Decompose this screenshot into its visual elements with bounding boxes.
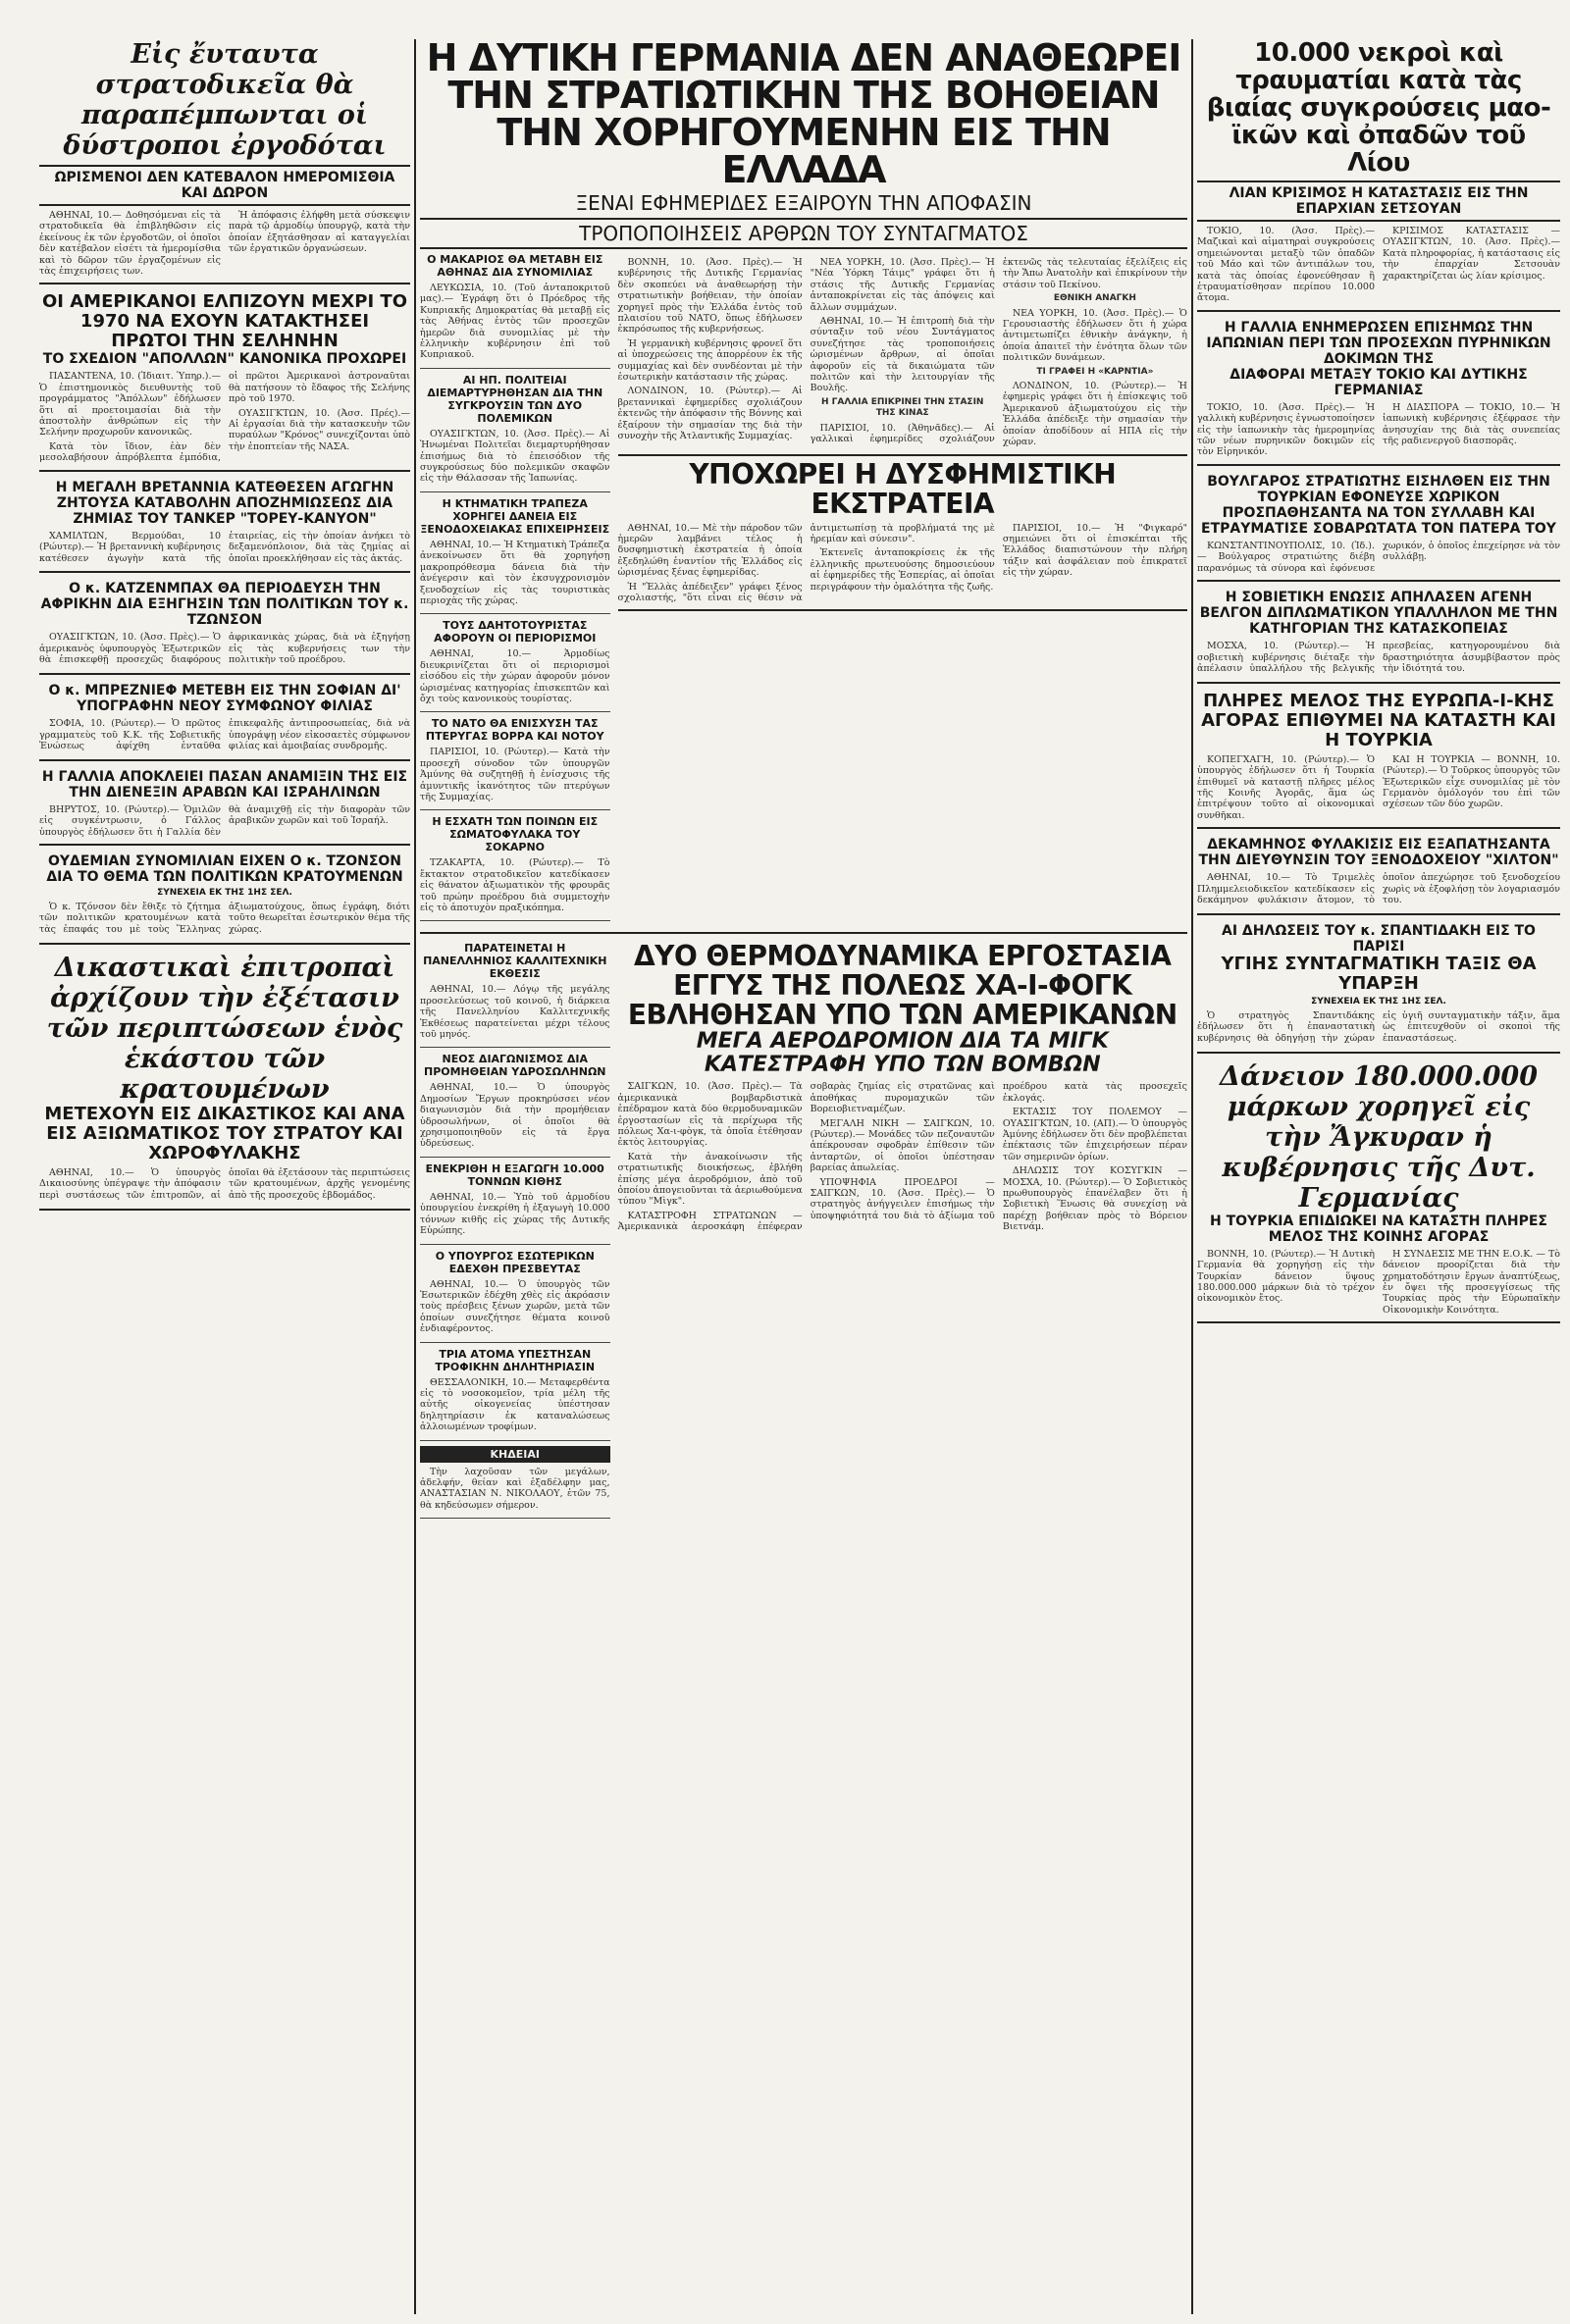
paragraph: ΑΘΗΝΑΙ, 10.— Λόγῳ τῆς μεγάλης προσελεύσεως τοῦ κοινοῦ, ἡ διάρκεια τῆς Πανελληνίου Καλλιτεχνικῆς Ἐκθέσεως παρατείνεται μέχρι τέλους τοῦ μηνός. (420, 984, 610, 1041)
story-detainees (39, 853, 410, 945)
story-bulgarian-soldier (1197, 474, 1560, 582)
article-body (420, 429, 610, 485)
paragraph: Η ΔΙΑΣΠΟΡΑ — ΤΟΚΙΟ, 10.— Ἡ ἰαπωνικὴ κυβέρνησις ἐξέφρασε τὴν ἀνησυχίαν της διὰ τὰς συνεπείας τῆς ραδιενεργοῦ διασπορᾶς. (1383, 401, 1560, 447)
paragraph: Κατὰ τὸν ἴδιον, ἐὰν δὲν μεσολαβήσουν ἀπρόβλεπτα ἐμπόδια, οἱ πρῶτοι Ἀμερικανοὶ ἀστροναῦται θὰ πατήσουν τὸ ἔδαφος τῆς Σελήνης πρὸ τοῦ 1970. (39, 371, 410, 464)
subheadline: ΛΙΑΝ ΚΡΙΣΙΜΟΣ Η ΚΑΤΑΣΤΑΣΙΣ ΕΙΣ ΤΗΝ ΕΠΑΡΧΙΑΝ ΣΕΤΣΟΥΑΝ (1197, 181, 1560, 222)
lower-side-column (420, 942, 610, 1524)
headline: Ο ΜΑΚΑΡΙΟΣ ΘΑ ΜΕΤΑΒΗ ΕΙΣ ΑΘΗΝΑΣ ΔΙΑ ΣΥΝΟΜΙΛΙΑΣ (427, 253, 603, 279)
notice-body (420, 1467, 610, 1512)
article-body (39, 902, 410, 937)
headline: Ο κ. ΜΠΡΕΖΝΙΕΦ ΜΕΤΕΒΗ ΕΙΣ ΤΗΝ ΣΟΦΙΑΝ ΔΙ' ΥΠΟΓΡΑΦΗΝ ΝΕΟΥ ΣΥΜΦΩΝΟΥ ΦΙΛΙΑΣ (48, 683, 401, 715)
story-makarios (420, 253, 610, 369)
paragraph: ΠΑΣΑΝΤΕΝΑ, 10. (Ἰδιαιτ. Ὑπηρ.).— Ὁ ἐπιστημονικὸς διευθυντὴς τοῦ προγράμματος "Ἀπόλλων" ἐδήλωσεν ὅτι αἱ προετοιμασίαι διὰ τὴν ἀποστολὴν ἀνθρώπων εἰς τὴν Σελήνην προχωροῦν κανονικῶς. (39, 371, 221, 439)
paragraph: ΛΟΝΔΙΝΟΝ, 10. (Ρώυτερ).— Ἡ ἐφημερὶς γράφει ὅτι ἡ ἐπίσκεψις τοῦ Ἀμερικανοῦ ἀξιωματούχου εἰς τὴν Ἑλλάδα ἀπέδειξε τὴν σημασίαν τὴν ὁποίαν ἀποδίδουν αἱ ΗΠΑ εἰς τὴν χώραν. (1002, 381, 1187, 448)
article-body (39, 531, 410, 566)
paragraph: ΤΟΚΙΟ, 10. (Ἀσσ. Πρὲς).— Ἡ γαλλικὴ κυβέρνησις ἐγνωστοποίησεν εἰς τὴν ἰαπωνικὴν τὰς ἡμερομηνίας τῶν νέων πυρηνικῶν δοκιμῶν εἰς τὸν Εἰρηνικόν. (1197, 401, 1375, 458)
headline: ΤΡΙΑ ΑΤΟΜΑ ΥΠΕΣΤΗΣΑΝ ΤΡΟΦΙΚΗΝ ΔΗΛΗΤΗΡΙΑΣΙΝ (435, 1347, 596, 1373)
paragraph: ΚΡΙΣΙΜΟΣ ΚΑΤΑΣΤΑΣΙΣ — ΟΥΑΣΙΓΚΤΩΝ, 10. (Ἀσσ. Πρὲς).— Κατὰ πληροφορίας, ἡ κατάστασις εἰς τὴν ἐπαρχίαν Σετσουὰν χαρακτηρίζεται ὡς λίαν κρίσιμος. (1383, 226, 1560, 282)
headline: ΚΗΔΕΙΑΙ (420, 1446, 610, 1463)
paragraph: ΘΕΣΣΑΛΟΝΙΚΗ, 10.— Μεταφερθέντα εἰς τὸ νοσοκομεῖον, τρία μέλη τῆς αὐτῆς οἰκογενείας ὑπέστησαν δηλητηρίασιν ἐκ καταναλώσεως ἀλλοιωμένων τροφίμων. (420, 1376, 610, 1433)
paragraph: ΤΟΚΙΟ, 10. (Ἀσσ. Πρὲς).— Μαζικαὶ καὶ αἱματηραὶ συγκρούσεις σημειώνονται μεταξὺ τῶν ὀπαδῶν τοῦ Μάο καὶ τῶν ἀντιπάλων του, κατὰ τὰς ὁποίας ἐφονεύθησαν ἢ ἐτραυματίσθησαν περίπου 10.000 ἄτομα. (1197, 226, 1375, 304)
center-column (420, 39, 1187, 2314)
paragraph: ΑΘΗΝΑΙ, 10.— Τὸ Τριμελὲς Πλημμελειοδικεῖον κατεδίκασεν εἰς δεκάμηνον φυλάκισιν ἄτομον, τὸ ὁποῖον ἀπεχώρησε τοῦ ξενοδοχείου χωρὶς νὰ ἐξοφλήσῃ τὸν λογαριασμόν του. (1197, 872, 1560, 906)
article-body (420, 540, 610, 606)
paragraph: ΚΑΤΑΣΤΡΟΦΗ ΣΤΡΑΤΩΝΩΝ — Ἀμερικανικὰ ἀεροσκάφη ἐπέφεραν σοβαρὰς ζημίας εἰς στρατῶνας καὶ ἀποθήκας πυρομαχικῶν τῶν Βορειοβιετναμέζων. (617, 1081, 995, 1233)
article-body (618, 1081, 1188, 1232)
paragraph: ΣΑΙΓΚΩΝ, 10. (Ἀσσ. Πρὲς).— Τὰ ἀμερικανικὰ βομβαρδιστικὰ ἐπέδραμον κατὰ δύο θερμοδυναμικῶν ἐργοστασίων εἰς τὰ περίχωρα τῆς πόλεως Χα-ι-φὸγκ, τὰ ὁποῖα ἐτέθησαν ἐκτὸς λειτουργίας. (617, 1081, 803, 1149)
section-head: ΤΙ ΓΡΑΦΕΙ Η «ΚΑΡΝΤΙΑ» (1036, 366, 1154, 377)
headline: Εἰς ἔυταυτα στρατοδικεῖα θὰ παραπέμπωνται οἱ δύστροποι ἐργοδόται (63, 39, 387, 161)
headline: Δικαστικαὶ ἐπιτροπαὶ ἀρχίζουν τὴν ἐξέτασιν τῶν περιπτώσεων ἑνὸς ἑκάστου τῶν κρατουμένων (46, 952, 403, 1105)
paragraph: ΑΘΗΝΑΙ, 10.— Ὑπὸ τοῦ ἁρμοδίου ὑπουργείου ἐνεκρίθη ἡ ἐξαγωγὴ 10.000 τόννων κιθῆς εἰς χώρας τῆς Δυτικῆς Εὐρώπης. (420, 1191, 610, 1237)
paragraph: Ὁ στρατηγὸς Σπαντιδάκης ἐδήλωσεν ὅτι ἡ ἐπαναστατικὴ κυβέρνησις θὰ ὁδηγήσῃ τὴν χώραν εἰς ὑγιῆ συνταγματικὴν τάξιν, ἅμα ὡς ἐπιτευχθοῦν οἱ σκοποὶ τῆς ἐπαναστάσεως. (1197, 1009, 1560, 1044)
left-column (39, 39, 410, 2314)
paragraph: Κατὰ τὴν ἀνακοίνωσιν τῆς στρατιωτικῆς διοικήσεως, ἐβλήθη ἐπίσης μέγα ἀεροδρόμιον, ἀπὸ τοῦ ὁποίου ἀπογειοῦνται τὰ ἀεριωθούμενα τύπου "Μὶγκ". (617, 1151, 803, 1208)
story-tanker (39, 480, 410, 574)
headline: Ο ΥΠΟΥΡΓΟΣ ΕΣΩΤΕΡΙΚΩΝ ΕΔΕΧΘΗ ΠΡΕΣΒΕΥΤΑΣ (435, 1249, 595, 1275)
paragraph: ΑΘΗΝΑΙ, 10.— Ὁ ὑπουργὸς Δικαιοσύνης ὑπέγραψε τὴν ἀπόφασιν περὶ συστάσεως τῶν ἐπιτροπῶν, αἱ ὁποῖαι θὰ ἐξετάσουν τὰς περιπτώσεις τῶν κρατουμένων, ἀρχῆς γενομένης ἀπὸ τῆς προσεχοῦς ἑβδομάδος. (39, 1166, 410, 1201)
paragraph: ΠΑΡΙΣΙΟΙ, 10. (Ἀθηνᾶδες).— Αἱ γαλλικαὶ ἐφημερίδες σχολιάζουν ἐκτενῶς τὰς τελευταίας ἐξελίξεις εἰς τὴν Ἄπω Ἀνατολὴν καὶ ἐπικρίνουν τὴν στάσιν τοῦ Πεκίνου. (810, 257, 1187, 445)
story-employers (39, 39, 410, 284)
story-export (420, 1162, 610, 1245)
story-water-pipes (420, 1053, 610, 1157)
side-stories-column (420, 253, 610, 926)
headline: Η ΕΣΧΑΤΗ ΤΩΝ ΠΟΙΝΩΝ ΕΙΣ ΣΩΜΑΤΟΦΥΛΑΚΑ ΤΟΥ ΣΟΚΑΡΝΟ (432, 815, 599, 854)
paragraph: ΜΟΣΧΑ, 10. (Ρώυτερ).— Ἡ σοβιετικὴ κυβέρνησις διέταξε τὴν ἀπέλασιν ὑπαλλήλου τῆς βελγικῆς πρεσβείας, κατηγορουμένου διὰ δραστηριότητα ἀσυμβίβαστον πρὸς τὴν ἰδιότητά του. (1197, 641, 1560, 674)
story-china-clashes (1197, 39, 1560, 312)
continuation-note: ΣΥΝΕΧΕΙΑ ΕΚ ΤΗΣ 1ΗΣ ΣΕΛ. (1311, 996, 1446, 1007)
funeral-notice (420, 1446, 610, 1520)
paragraph: ΛΕΥΚΩΣΙΑ, 10. (Τοῦ ἀνταποκριτοῦ μας).— Ἐγράφη ὅτι ὁ Πρόεδρος τῆς Κυπριακῆς Δημοκρατίας θὰ μεταβῇ εἰς τὰς Ἀθήνας ἐντὸς τῶν προσεχῶν ἡμερῶν διὰ συνομιλίας μὲ τὴν ἑλληνικὴν κυβέρνησιν ἐπὶ τοῦ Κυπριακοῦ. (420, 283, 610, 361)
paragraph: Ἡ γερμανικὴ κυβέρνησις φρονεῖ ὅτι αἱ ὑποχρεώσεις της ἀπορρέουν ἐκ τῆς συμμαχίας καὶ δὲν συνδέονται μὲ τὴν ἐσωτερικὴν κατάστασιν τῆς χώρας. (617, 337, 803, 384)
headline: ΔΕΚΑΜΗΝΟΣ ΦΥΛΑΚΙΣΙΣ ΕΙΣ ΕΞΑΠΑΤΗΣΑΝΤΑ ΤΗΝ ΔΙΕΥΘΥΝΣΙΝ ΤΟΥ ΞΕΝΟΔΟΧΕΙΟΥ "ΧΙΛΤΟΝ" (1198, 837, 1559, 869)
paragraph: ΝΕΑ ΥΟΡΚΗ, 10. (Ἀσσ. Πρὲς).— Ὁ Γερουσιαστὴς ἐδήλωσεν ὅτι ἡ χώρα ἀντιμετωπίζει ἐθνικὴν ἀνάγκην, ἡ ὁποία ἀπαιτεῖ τὴν ἑνότητα ὅλων τῶν πολιτικῶν δυνάμεων. (1002, 307, 1187, 364)
headline: Η ΣΟΒΙΕΤΙΚΗ ΕΝΩΣΙΣ ΑΠΗΛΑΣΕΝ ΑΓΕΝΗ ΒΕΛΓΟΝ ΔΙΠΛΩΜΑΤΙΚΟΝ ΥΠΑΛΛΗΛΟΝ ΜΕ ΤΗΝ ΚΑΤΗΓΟΡΙΑΝ ΤΗΣ ΚΑΤΑΣΚΟΠΕΙΑΣ (1199, 590, 1558, 638)
paragraph: ΣΟΦΙΑ, 10. (Ρώυτερ).— Ὁ πρῶτος γραμματεὺς τοῦ Κ.Κ. τῆς Σοβιετικῆς Ἑνώσεως ἀφίχθη ἐνταῦθα ἐπικεφαλῆς ἀντιπροσωπείας, διὰ νὰ ὑπογράψῃ νέον εἰκοσαετὲς σύμφωνον φιλίας καὶ ἀμοιβαίας συνδρομῆς. (39, 718, 410, 751)
story-food-poisoning (420, 1348, 610, 1441)
story-loan-ankara (1197, 1061, 1560, 1323)
headline: ΑΙ ΗΠ. ΠΟΛΙΤΕΙΑΙ ΔΙΕΜΑΡΤΥΡΗΘΗΣΑΝ ΔΙΑ ΤΗΝ ΣΥΓΚΡΟΥΣΙΝ ΤΩΝ ΔΥΟ ΠΟΛΕΜΙΚΩΝ (427, 373, 603, 425)
headline: ΟΥΔΕΜΙΑΝ ΣΥΝΟΜΙΛΙΑΝ ΕΙΧΕΝ Ο κ. ΤΖΟΝΣΟΝ ΔΙΑ ΤΟ ΘΕΜΑ ΤΩΝ ΠΟΛΙΤΙΚΩΝ ΚΡΑΤΟΥΜΕΝΩΝ (46, 853, 403, 886)
paragraph: ΚΑΙ Η ΤΟΥΡΚΙΑ — ΒΟΝΝΗ, 10. (Ρώυτερ).— Ὁ Τοῦρκος ὑπουργὸς τῶν Ἐξωτερικῶν εἶχε συνομιλίας μὲ τὸν Γερμανὸν ὁμόλογόν του ἐπὶ τῶν σχέσεων τῶν δύο χωρῶν. (1383, 753, 1560, 810)
headline: ΤΟΥΣ ΔΑΗΤΟΤΟΥΡΙΣΤΑΣ ΑΦΟΡΟΥΝ ΟΙ ΠΕΡΙΟΡΙΣΜΟΙ (434, 619, 597, 646)
lead-story-germany (420, 39, 1187, 934)
subheadline: ΜΕΓΑ ΑΕΡΟΔΡΟΜΙΟΝ ΔΙΑ ΤΑ ΜΙΓΚ ΚΑΤΕΣΤΡΑΦΗ ΥΠΟ ΤΩΝ ΒΟΜΒΩΝ (696, 1029, 1109, 1078)
story-bank-loans (420, 497, 610, 614)
story-defamation (618, 454, 1188, 612)
subheadline: Η ΤΟΥΡΚΙΑ ΕΠΙΔΙΩΚΕΙ ΝΑ ΚΑΤΑΣΤΗ ΠΛΗΡΕΣ ΜΕΛΟΣ ΤΗΣ ΚΟΙΝΗΣ ΑΓΟΡΑΣ (1210, 1213, 1547, 1245)
headline: Η ΜΕΓΑΛΗ ΒΡΕΤΑΝΝΙΑ ΚΑΤΕΘΕΣΕΝ ΑΓΩΓΗΝ ΖΗΤΟΥΣΑ ΚΑΤΑΒΟΛΗΝ ΑΠΟΖΗΜΙΩΣΕΩΣ ΔΙΑ ΖΗΜΙΑΣ ΤΟΥ ΤΑΝΚΕΡ "ΤΟΡΕΥ-ΚΑΝΥΟΝ" (55, 479, 394, 527)
article-body (420, 1279, 610, 1335)
paragraph: Ὁ κ. Τζόνσον δὲν ἔθιξε τὸ ζήτημα τῶν πολιτικῶν κρατουμένων κατὰ τὰς ἐπαφάς του μὲ τοὺς Ἕλληνας ἀξιωματούχους, ὅπως ἐγράφη, διότι τοῦτο θεωρεῖται ἐσωτερικὸν θέμα τῆς χώρας. (39, 902, 410, 935)
paragraph: Ἡ "Ἑλλὰς ἀπέδειξεν" γράφει ξένος σχολιαστής, "ὅτι εἶναι εἰς θέσιν νὰ ἀντιμετωπίσῃ τὰ προβλήματά της μὲ ἠρεμίαν καὶ σύνεσιν". (617, 522, 995, 603)
subheadline: ΜΕΤΕΧΟΥΝ ΕΙΣ ΔΙΚΑΣΤΙΚΟΣ ΚΑΙ ΑΝΑ ΕΙΣ ΑΞΙΩΜΑΤΙΚΟΣ ΤΟΥ ΣΤΡΑΤΟΥ ΚΑΙ ΧΩΡΟΦΥΛΑΚΗΣ (44, 1103, 405, 1163)
article-body (618, 257, 1188, 448)
story-france-mideast (39, 769, 410, 846)
article-body (420, 747, 610, 802)
subheadline: ΔΙΑΦΟΡΑΙ ΜΕΤΑΞΥ ΤΟΚΙΟ ΚΑΙ ΔΥΤΙΚΗΣ ΓΕΡΜΑΝΙΑΣ (1230, 366, 1528, 398)
article-body (1197, 402, 1560, 458)
paragraph: ΠΑΡΙΣΙΟΙ, 10.— Ἡ "Φιγκαρό" σημειώνει ὅτι οἱ ἐπισκέπται τῆς Ἑλλάδος διαπιστώνουν τὴν πλήρη τάξιν καὶ ἀσφάλειαν ποὺ ἐπικρατεῖ εἰς τὴν χώραν. (1002, 522, 1187, 579)
lead-body-column (618, 253, 1188, 926)
headline: Η ΓΑΛΛΙΑ ΑΠΟΚΛΕΙΕΙ ΠΑΣΑΝ ΑΝΑΜΙΞΙΝ ΤΗΣ ΕΙΣ ΤΗΝ ΔΙΕΝΕΞΙΝ ΑΡΑΒΩΝ ΚΑΙ ΙΣΡΑΗΛΙΝΩΝ (41, 768, 408, 800)
column-rule-right (1191, 39, 1193, 2314)
headline: ΥΠΟΧΩΡΕΙ Η ΔΥΣΦΗΜΙΣΤΙΚΗ ΕΚΣΤΡΑΤΕΙΑ (689, 457, 1117, 520)
paragraph: ΑΘΗΝΑΙ, 10.— Ἡ Κτηματικὴ Τράπεζα ἀνεκοίνωσεν ὅτι θὰ χορηγήσῃ μακροπρόθεσμα δάνεια διὰ τὴν ἀνέγερσιν καὶ τὸν ἐκσυγχρονισμὸν ξενοδοχείων εἰς τὰς τουριστικὰς περιοχὰς τῆς χώρας. (420, 539, 610, 606)
subheadline: ΤΟ ΣΧΕΔΙΟΝ "ΑΠΟΛΛΩΝ" ΚΑΝΟΝΙΚΑ ΠΡΟΧΩΡΕΙ (42, 351, 407, 368)
article-body (39, 632, 410, 667)
story-vietnam (618, 942, 1188, 1524)
paragraph: ΕΚΤΑΣΙΣ ΤΟΥ ΠΟΛΕΜΟΥ — ΟΥΑΣΙΓΚΤΩΝ, 10. (ΑΠ).— Ὁ ὑπουργὸς Ἀμύνης ἐδήλωσεν ὅτι δὲν προβλέπεται ἐπέκτασις τῶν ἐπιχειρήσεων πέραν τῶν σημερινῶν ὁρίων. (1002, 1107, 1187, 1162)
paragraph: ΟΥΑΣΙΓΚΤΩΝ, 10. (Ἀσσ. Πρές).— Αἱ ἐργασίαι διὰ τὴν κατασκευὴν τῶν πυραύλων "Κρόνος" συνεχίζονται ὑπὸ τὴν ἐποπτείαν τῆς ΝΑΣΑ. (229, 407, 410, 452)
paragraph: ΒΗΡΥΤΟΣ, 10. (Ρώυτερ).— Ὁμιλῶν εἰς συγκέντρωσιν, ὁ Γάλλος ὑπουργὸς ἐδήλωσεν ὅτι ἡ Γαλλία δὲν θὰ ἀναμιχθῇ εἰς τὴν διαφορὰν τῶν ἀραβικῶν χωρῶν καὶ τοῦ Ἰσραήλ. (39, 803, 410, 838)
paragraph: ΧΑΜΙΛΤΩΝ, Βερμούδαι, 10 (Ρώυτερ).— Ἡ βρεταννικὴ κυβέρνησις κατέθεσεν ἀγωγὴν κατὰ τῆς ἐταιρείας, εἰς τὴν ὁποίαν ἀνήκει τὸ δεξαμενόπλοιον, διὰ τὰς ζημίας αἱ ὁποῖαι προεκλήθησαν εἰς τὰς ἀκτάς. (39, 530, 410, 564)
lower-center-layout (420, 942, 1187, 1524)
paragraph: ΟΥΑΣΙΓΚΤΩΝ, 10. (Ἀσσ. Πρὲς).— Ὁ ἀμερικανὸς ὑφυπουργὸς Ἐξωτερικῶν θὰ ἐπισκεφθῇ προσεχῶς διαφόρους ἀφρικανικὰς χώρας, διὰ νὰ ἐξηγήσῃ εἰς τὰς κυβερνήσεις των τὴν πολιτικὴν τοῦ προέδρου. (39, 632, 410, 666)
paragraph: ΝΕΑ ΥΟΡΚΗ, 10. (Ἀσσ. Πρὲς).— Ἡ "Νέα Ὑόρκη Τάιμς" γράφει ὅτι ἡ στάσις τῆς Δυτικῆς Γερμανίας ἀνταποκρίνεται εἰς τὰς ἀπόψεις καὶ ἄλλων συμμάχων. (810, 257, 995, 313)
headline: ΠΛΗΡΕΣ ΜΕΛΟΣ ΤΗΣ ΕΥΡΩΠΑ-Ι-ΚΗΣ ΑΓΟΡΑΣ ΕΠΙΘΥΜΕΙ ΝΑ ΚΑΤΑΣΤΗ ΚΑΙ Η ΤΟΥΡΚΙΑ (1201, 690, 1556, 750)
paragraph: Τὴν λαχοῦσαν τῶν μεγάλων, ἀδελφήν, θείαν καὶ ἐξαδέλφην μας, ΑΝΑΣΤΑΣΙΑΝ Ν. ΝΙΚΟΛΑΟΥ, ἐτῶν 75, θὰ κηδεύσωμεν σήμερον. (420, 1466, 610, 1511)
article-body (618, 523, 1188, 604)
article-body (420, 283, 610, 361)
continuation-note: ΣΥΝΕΧΕΙΑ ΕΚ ΤΗΣ 1ΗΣ ΣΕΛ. (157, 888, 292, 899)
lead-subheadline: ΞΕΝΑΙ ΕΦΗΜΕΡΙΔΕΣ ΕΞΑΙΡΟΥΝ ΤΗΝ ΑΠΟΦΑΣΙΝ (575, 191, 1032, 215)
paragraph: ΤΖΑΚΑΡΤΑ, 10. (Ρώυτερ).— Τὸ ἔκτακτον στρατοδικεῖον κατεδίκασεν εἰς θάνατον ἀξιωματικὸν τῆς φρουρᾶς τοῦ πρώην προέδρου διὰ συμμετοχὴν εἰς τὸ ἀποτυχὸν πραξικόπημα. (420, 857, 610, 913)
headline: Η ΚΤΗΜΑΤΙΚΗ ΤΡΑΠΕΖΑ ΧΟΡΗΓΕΙ ΔΑΝΕΙΑ ΕΙΣ ΞΕΝΟΔΟΧΕΙΑΚΑΣ ΕΠΙΧΕΙΡΗΣΕΙΣ (420, 496, 610, 536)
paragraph: ΜΕΓΑΛΗ ΝΙΚΗ — ΣΑΙΓΚΩΝ, 10. (Ρώυτερ).— Μονάδες τῶν πεζοναυτῶν ἀπέκρουσαν σφοδρὰν ἐπίθεσιν τῶν ἀνταρτῶν, οἱ ὁποῖοι ὑπέστησαν βαρείας ἀπωλείας. (810, 1117, 995, 1174)
article-body (1197, 1249, 1560, 1316)
article-body (39, 804, 410, 838)
story-sofia (39, 683, 410, 761)
article-body (1197, 872, 1560, 907)
story-moon (39, 292, 410, 471)
headline: ΑΙ ΔΗΛΩΣΕΙΣ ΤΟΥ κ. ΣΠΑΝΤΙΔΑΚΗ ΕΙΣ ΤΟ ΠΑΡΙΣΙ (1222, 922, 1536, 955)
subheadline: ΩΡΙΣΜΕΝΟΙ ΔΕΝ ΚΑΤΕΒΑΛΟΝ ΗΜΕΡΟΜΙΣΘΙΑ ΚΑΙ ΔΩΡΟΝ (39, 165, 410, 206)
paragraph: ΑΘΗΝΑΙ, 10.— Ὁ ὑπουργὸς τῶν Ἐσωτερικῶν ἐδέχθη χθὲς εἰς ἀκρόασιν τοὺς πρέσβεις ξένων χωρῶν, μετὰ τῶν ὁποίων συνεζήτησε θέματα κοινοῦ ἐνδιαφέροντος. (420, 1278, 610, 1335)
paragraph: Ἡ ἀπόφασις ἐλήφθη μετὰ σύσκεψιν παρὰ τῷ ἁρμοδίῳ ὑπουργῷ, κατὰ τὴν ὁποίαν ἐξητάσθησαν αἱ καταγγελίαι τῶν ἐργατικῶν ὀργανώσεων. (229, 210, 410, 255)
headline: ΕΝΕΚΡΙΘΗ Η ΕΞΑΓΩΓΗ 10.000 ΤΟΝΝΩΝ ΚΙΘΗΣ (425, 1162, 604, 1188)
story-africa (39, 581, 410, 675)
paragraph: ΑΘΗΝΑΙ, 10.— Ἡ ἐπιτροπὴ διὰ τὴν σύνταξιν τοῦ νέου Συντάγματος συνεζήτησε τὰς τροποποιήσεις ὡρισμένων ἄρθρων, αἱ ὁποῖαι ἀφοροῦν εἰς τὰ δικαιώματα τῶν πολιτῶν καὶ τὴν λειτουργίαν τῆς Βουλῆς. (810, 316, 995, 394)
story-judicial-committees (39, 953, 410, 1211)
headline: ΟΙ ΑΜΕΡΙΚΑΝΟΙ ΕΛΠΙΖΟΥΝ ΜΕΧΡΙ ΤΟ 1970 ΝΑ ΕΧΟΥΝ ΚΑΤΑΚΤΗΣΕΙ ΠΡΩΤΟΙ ΤΗΝ ΣΕΛΗΝΗΝ (41, 291, 408, 352)
paragraph: ΥΠΟΨΗΦΙΑ ΠΡΟΕΔΡΟΙ — ΣΑΙΓΚΩΝ, 10. (Ἀσσ. Πρὲς).— Ὁ στρατηγὸς ἀνήγγειλεν ἐπισήμως τὴν ὑποψηφιότητά του διὰ τὸ ἀξίωμα τοῦ προέδρου κατὰ τὰς προσεχεῖς ἐκλογάς. (810, 1081, 1187, 1221)
article-body (1197, 1010, 1560, 1046)
paragraph: ΑΘΗΝΑΙ, 10.— Δοθησόμεναι εἰς τὰ στρατοδικεῖα θὰ ἐπιβληθῶσιν εἰς ἐκείνους ἐκ τῶν ἐργοδοτῶν, οἱ ὁποῖοι δὲν κατέβαλον εἰσέτι τὰ ἡμερομίσθια καὶ τὸ δῶρον τῶν ἐργαζομένων εἰς τὰς ἐπιχειρήσεις των. (39, 210, 221, 278)
article-body (39, 718, 410, 753)
headline: ΔΥΟ ΘΕΡΜΟΔΥΝΑΜΙΚΑ ΕΡΓΟΣΤΑΣΙΑ ΕΓΓΥΣ ΤΗΣ ΠΟΛΕΩΣ ΧΑ-Ι-ΦΟΓΚ ΕΒΛΗΘΗΣΑΝ ΥΠΟ ΤΩΝ ΑΜΕΡΙΚΑΝΩΝ (627, 940, 1178, 1032)
article-body (39, 210, 410, 277)
article-body (420, 984, 610, 1040)
subheadline: ΥΓΙΗΣ ΣΥΝΤΑΓΜΑΤΙΚΗ ΤΑΞΙΣ ΘΑ ΥΠΑΡΞΗ (1221, 953, 1537, 994)
lead-story-layout (420, 253, 1187, 926)
section-head: ΕΘΝΙΚΗ ΑΝΑΓΚΗ (1053, 293, 1136, 304)
article-body (39, 1167, 410, 1203)
story-sukarno (420, 815, 610, 921)
story-spantidakis (1197, 923, 1560, 1054)
paragraph: ΒΟΝΝΗ, 10. (Ρώυτερ).— Ἡ Δυτικὴ Γερμανία θὰ χορηγήσῃ εἰς τὴν Τουρκίαν δάνειον ὕψους 180.000.000 μάρκων διὰ τὸ τρέχον οἰκονομικὸν ἔτος. (1197, 1248, 1375, 1305)
paragraph: ΚΩΝΣΤΑΝΤΙΝΟΥΠΟΛΙΣ, 10. (Ἰδ.).— Βούλγαρος στρατιώτης διέβη παρανόμως τὰ σύνορα καὶ ἐφόνευσε χωρικόν, ὁ ὁποῖος ἐπεχείρησε νὰ τὸν συλλάβῃ. (1197, 540, 1560, 574)
headline: Δάνειον 180.000.000 μάρκων χορηγεῖ εἰς τὴν Ἄγκυραν ἡ κυβέρνησις τῆς Δυτ. Γερμανίας (1220, 1060, 1538, 1214)
paragraph: Η ΣΥΝΔΕΣΙΣ ΜΕ ΤΗΝ Ε.Ο.Κ. — Τὸ δάνειον προορίζεται διὰ τὴν χρηματοδότησιν ἔργων ἀναπτύξεως, ἐν ὄψει τῆς προσεγγίσεως τῆς Τουρκίας πρὸς τὴν Εὐρωπαϊκὴν Οἰκονομικὴν Κοινότητα. (1383, 1248, 1560, 1316)
paragraph: ΑΘΗΝΑΙ, 10.— Ὁ ὑπουργὸς Δημοσίων Ἔργων προκηρύσσει νέον διαγωνισμὸν διὰ τὴν προμήθειαν ὑδροσωλήνων, οἱ ὁποῖοι θὰ χρησιμοποιηθοῦν εἰς τὰ ἔργα ὑδρεύσεως. (420, 1082, 610, 1150)
article-body (420, 648, 610, 704)
story-belgian-diplomat (1197, 590, 1560, 684)
story-nato (420, 717, 610, 810)
paragraph: ΑΘΗΝΑΙ, 10.— Ἁρμοδίως διευκρινίζεται ὅτι οἱ περιορισμοὶ εἰσόδου εἰς τὴν χώραν ἀφοροῦν μόνον ὡρισμένας κατηγορίας ἐπισκεπτῶν καὶ ὄχι τοὺς κανονικοὺς τουρίστας. (420, 648, 610, 704)
article-body (1197, 641, 1560, 676)
story-turkey-market (1197, 692, 1560, 829)
right-column (1197, 39, 1560, 2314)
paragraph: ΠΑΡΙΣΙΟΙ, 10. (Ρώυτερ).— Κατὰ τὴν προσεχῆ σύνοδον τῶν ὑπουργῶν Ἀμύνης θὰ συζητηθῇ ἡ ἐνίσχυσις τῆς ἀμυντικῆς ἱκανότητος τῶν πτερύγων τῆς Συμμαχίας. (420, 747, 610, 802)
lead-headline: Η ΔΥΤΙΚΗ ΓΕΡΜΑΝΙΑ ΔΕΝ ΑΝΑΘΕΩΡΕΙ ΤΗΝ ΣΤΡΑΤΙΩΤΙΚΗΝ ΤΗΣ ΒΟΗΘΕΙΑΝ ΤΗΝ ΧΟΡΗΓΟΥΜΕΝΗΝ ΕΙΣ ΤΗΝ ΕΛΛΑΔΑ (426, 39, 1181, 191)
headline: ΝΕΟΣ ΔΙΑΓΩΝΙΣΜΟΣ ΔΙΑ ΠΡΟΜΗΘΕΙΑΝ ΥΔΡΟΣΩΛΗΝΩΝ (423, 1053, 606, 1079)
headline: ΠΑΡΑΤΕΙΝΕΤΑΙ Η ΠΑΝΕΛΛΗΝΙΟΣ ΚΑΛΛΙΤΕΧΝΙΚΗ ΕΚΘΕΣΙΣ (423, 942, 607, 981)
article-body (1197, 754, 1560, 821)
lead-subheadline-2: ΤΡΟΠΟΠΟΙΗΣΕΙΣ ΑΡΘΡΩΝ ΤΟΥ ΣΥΝΤΑΓΜΑΤΟΣ (420, 218, 1187, 249)
paragraph: ΑΘΗΝΑΙ, 10.— Μὲ τὴν πάροδον τῶν ἡμερῶν λαμβάνει τέλος ἡ δυσφημιστικὴ ἐκστρατεία ἡ ὁποία ἐξεδηλώθη ἐναντίον τῆς Ἑλλάδος εἰς ὡρισμένας ξένας ἐφημερίδας. (617, 522, 803, 579)
column-rule-left (414, 39, 416, 2314)
story-hilton (1197, 837, 1560, 915)
article-body (420, 1192, 610, 1237)
paragraph: ΛΟΝΔΙΝΟΝ, 10. (Ρώυτερ).— Αἱ βρεταννικαὶ ἐφημερίδες σχολιάζουν ἐκτενῶς τὴν ἀπόφασιν τῆς Βόννης καὶ ἐξαίρουν τὴν σημασίαν της διὰ τὴν συνοχὴν τῆς Ἀτλαντικῆς Συμμαχίας. (617, 386, 803, 442)
paragraph: Ἐκτενεῖς ἀνταποκρίσεις ἐκ τῆς ἑλληνικῆς πρωτευούσης δημοσιεύουν αἱ ἐφημερίδες τῆς Ἑσπερίας, αἱ ὁποῖαι περιγράφουν τὴν ὁμαλότητα τῆς ζωῆς. (810, 547, 995, 593)
section-head: Η ΓΑΛΛΙΑ ΕΠΙΚΡΙΝΕΙ ΤΗΝ ΣΤΑΣΙΝ ΤΗΣ ΚΙΝΑΣ (820, 396, 984, 419)
paragraph: ΒΟΝΝΗ, 10. (Ἀσσ. Πρὲς).— Ἡ κυβέρνησις τῆς Δυτικῆς Γερμανίας δὲν σκοπεύει νὰ ἀναθεωρήσῃ τὴν στρατιωτικὴν βοήθειαν, τὴν ὁποίαν χορηγεῖ πρὸς τὴν Ἑλλάδα ἐντὸς τοῦ πλαισίου τοῦ ΝΑΤΟ, ὅπως ἐδήλωσεν ἐκπρόσωπος τῆς κυβερνήσεως. (617, 257, 803, 336)
paragraph: ΟΥΑΣΙΓΚΤΩΝ, 10. (Ἀσσ. Πρὲς).— Αἱ Ἡνωμέναι Πολιτεῖαι διεμαρτυρήθησαν ἐπισήμως διὰ τὸ ἐπεισόδιον τῆς συγκρούσεως δύο πολεμικῶν σκαφῶν εἰς τὴν Θάλασσαν τῆς Ἰαπωνίας. (420, 428, 610, 485)
paragraph: ΚΟΠΕΓΧΑΓΗ, 10. (Ρώυτερ).— Ὁ ὑπουργὸς ἐδήλωσεν ὅτι ἡ Τουρκία ἐπιθυμεῖ νὰ καταστῇ πλῆρες μέλος τῆς Κοινῆς Ἀγορᾶς, ἅμα ὡς ἐπιτρέψουν τοῦτο αἱ οἰκονομικαὶ συνθῆκαι. (1197, 753, 1375, 821)
paragraph: ΔΗΛΩΣΙΣ ΤΟΥ ΚΟΣΥΓΚΙΝ — ΜΟΣΧΑ, 10. (Ρώυτερ).— Ὁ Σοβιετικὸς πρωθυπουργὸς ἐπανέλαβεν ὅτι ἡ Σοβιετικὴ Ἕνωσις θὰ συνεχίσῃ νὰ παρέχῃ βοήθειαν πρὸς τὸ Βόρειον Βιετνάμ. (1002, 1165, 1187, 1233)
headline: Ο κ. ΚΑΤΖΕΝΜΠΑΧ ΘΑ ΠΕΡΙΟΔΕΥΣΗ ΤΗΝ ΑΦΡΙΚΗΝ ΔΙΑ ΕΞΗΓΗΣΙΝ ΤΩΝ ΠΟΛΙΤΙΚΩΝ ΤΟΥ κ. ΤΖΩΝΣΟΝ (40, 581, 409, 629)
article-body (420, 1377, 610, 1433)
headline: ΒΟΥΛΓΑΡΟΣ ΣΤΡΑΤΙΩΤΗΣ ΕΙΣΗΛΘΕΝ ΕΙΣ ΤΗΝ ΤΟΥΡΚΙΑΝ ΕΦΟΝΕΥΣΕ ΧΩΡΙΚΟΝ ΠΡΟΣΠΑΘΗΣΑΝΤΑ ΝΑ ΤΟΝ ΣΥΛΛΑΒΗ ΚΑΙ ΕΤΡΑΥΜΑΤΙΣΕ ΣΟΒΑΡΩΤΑΤΑ ΤΟΝ ΠΑΤΕΡΑ ΤΟΥ (1201, 473, 1556, 537)
story-minister (420, 1250, 610, 1343)
article-body (420, 857, 610, 913)
article-body (420, 1082, 610, 1149)
story-nuclear-tests (1197, 320, 1560, 466)
article-body (39, 371, 410, 463)
headline: 10.000 νεκροὶ καὶ τραυματίαι κατὰ τὰς βιαίας συγκρούσεις μαο-ϊκῶν καὶ ὀπαδῶν τοῦ Λίου (1206, 39, 1551, 178)
story-exhibition (420, 942, 610, 1048)
article-body (1197, 226, 1560, 304)
story-us-protest (420, 374, 610, 492)
article-body (1197, 541, 1560, 574)
story-tourists (420, 619, 610, 712)
headline: ΤΟ ΝΑΤΟ ΘΑ ΕΝΙΣΧΥΣΗ ΤΑΣ ΠΤΕΡΥΓΑΣ ΒΟΡΡΑ ΚΑΙ ΝΟΤΟΥ (425, 717, 604, 744)
headline: Η ΓΑΛΛΙΑ ΕΝΗΜΕΡΩΣΕΝ ΕΠΙΣΗΜΩΣ ΤΗΝ ΙΑΠΩΝΙΑΝ ΠΕΡΙ ΤΩΝ ΠΡΟΣΕΧΩΝ ΠΥΡΗΝΙΚΩΝ ΔΟΚΙΜΩΝ ΤΗΣ (1206, 319, 1551, 367)
